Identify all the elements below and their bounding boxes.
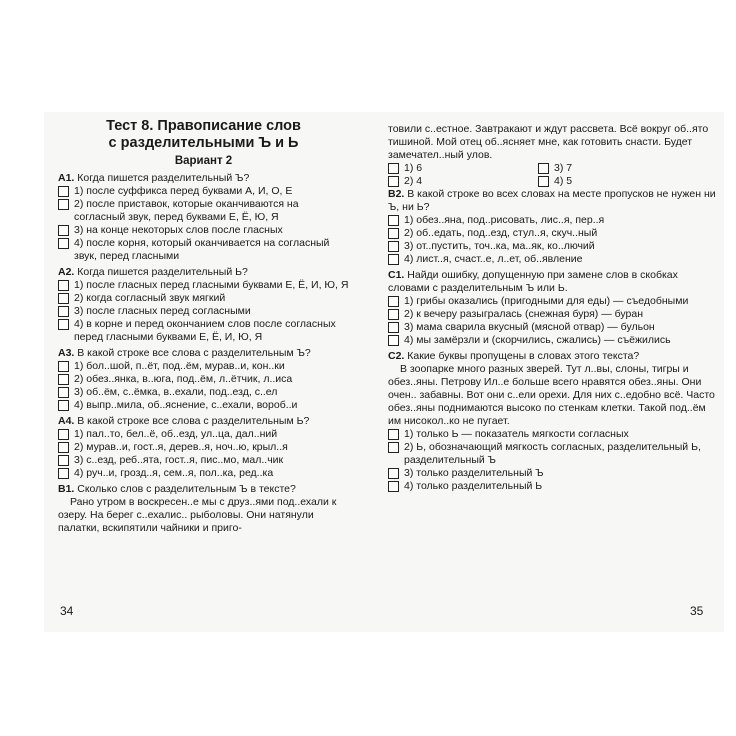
answer-checkbox[interactable] [538,176,549,187]
answer-option-c2-3[interactable]: 3) только разделительный Ъ [388,467,718,480]
b1-answer-grid [388,162,718,188]
question-text: Найди ошибку, допущенную при замене слов в скобках словами с разделительным Ъ или Ь. [388,269,678,294]
answer-checkbox[interactable] [58,387,69,398]
variant-label: Вариант 2 [174,155,233,167]
page-number-right: 35 [690,604,704,618]
answer-checkbox[interactable] [388,429,399,440]
question-id: В2. [388,188,405,200]
question-b1 [58,483,349,496]
answer-checkbox[interactable] [538,163,549,174]
question-id: С2. [388,350,405,362]
question-a3 [58,347,349,360]
answer-option-a2-3[interactable]: 3) после гласных перед согласными [58,305,349,318]
test-title-line-2: с разделительными Ъ и Ь [108,135,299,151]
answer-checkbox[interactable] [58,293,69,304]
question-text: Какие буквы пропущены в словах этого текста? [407,350,640,362]
question-id: В1. [58,483,75,495]
answer-checkbox[interactable] [388,228,399,239]
answer-option-a3-2[interactable]: 2) обез..янка, в..юга, под..ём, л..ётчик, л..иса [58,373,349,386]
answer-checkbox[interactable] [388,296,399,307]
answer-option-a4-2[interactable]: 2) мурав..и, гост..я, дерев..я, ноч..ю, крыл..я [58,441,349,454]
left-page [58,118,349,535]
answer-checkbox[interactable] [388,176,399,187]
answer-checkbox[interactable] [388,442,399,453]
question-c2 [388,350,718,363]
answer-option-c1-3[interactable]: 3) мама сварила вкусный (мясной отвар) — бульон [388,321,718,334]
answer-checkbox[interactable] [58,442,69,453]
answer-option-b1-1[interactable]: 1) 6 [388,162,538,175]
question-text: В какой строке все слова с разделительным Ь? [77,415,310,427]
answer-option-c2-4[interactable]: 4) только разделительный Ь [388,480,718,493]
answer-checkbox[interactable] [58,319,69,330]
answer-option-a1-4[interactable]: 4) после корня, который оканчивается на согласный звук, перед гласными [58,237,349,263]
question-a4 [58,415,349,428]
question-text: Когда пишется разделительный Ь? [77,266,248,278]
answer-checkbox[interactable] [388,163,399,174]
answer-checkbox[interactable] [58,186,69,197]
answer-checkbox[interactable] [388,468,399,479]
answer-option-a4-3[interactable]: 3) с..езд, реб..ята, гост..я, пис..мо, мал..чик [58,454,349,467]
test-title-line-1: Тест 8. Правописание слов [106,118,301,134]
answer-checkbox[interactable] [388,335,399,346]
answer-checkbox[interactable] [58,455,69,466]
b1-passage: Рано утром в воскресен..е мы с друз..ями под..ехали к озеру. На берег с..ехалис.. рыболовы. Они натянули палатки, вскипятили чайники и приго- [58,496,337,534]
test-title [58,118,349,152]
question-id: А1. [58,172,75,184]
answer-option-a4-4[interactable]: 4) руч..и, грозд..я, сем..я, пол..ка, ред..ка [58,467,349,480]
answer-option-b2-1[interactable]: 1) обез..яна, под..рисовать, лис..я, пер..я [388,214,718,227]
b1-passage-continued: товили с..естное. Завтракают и ждут рассвета. Всё вокруг об..ято тишиной. Мой отец об..ясняет мне, как готовить снасти. Будет замечател..ный улов. [388,123,709,161]
answer-option-b1-2[interactable]: 2) 4 [388,175,538,188]
answer-checkbox[interactable] [58,280,69,291]
question-id: С1. [388,269,405,281]
answer-option-a1-3[interactable]: 3) на конце некоторых слов после гласных [58,224,349,237]
answer-option-a3-1[interactable]: 1) бол..шой, п..ёт, под..ём, мурав..и, кон..ки [58,360,349,373]
answer-option-a3-4[interactable]: 4) выпр..мила, об..яснение, с..ехали, вороб..и [58,399,349,412]
answer-checkbox[interactable] [388,241,399,252]
page-number-left: 34 [60,604,74,618]
answer-option-c2-2[interactable]: 2) Ь, обозначающий мягкость согласных, разделительный Ь, разделительный Ъ [388,441,718,467]
answer-checkbox[interactable] [388,254,399,265]
answer-checkbox[interactable] [388,481,399,492]
answer-option-b2-4[interactable]: 4) лист..я, счаст..е, л..ет, об..явление [388,253,718,266]
answer-option-a2-4[interactable]: 4) в корне и перед окончанием слов после согласных перед гласными буквами Е, Ё, И, Ю, Я [58,318,349,344]
right-page [388,123,718,493]
answer-option-a1-2[interactable]: 2) после приставок, которые оканчиваются на согласный звук, перед буквами Е, Ё, Ю, Я [58,198,349,224]
answer-option-a4-1[interactable]: 1) пал..то, бел..ё, об..езд, ул..ца, дал..ний [58,428,349,441]
answer-checkbox[interactable] [58,374,69,385]
answer-checkbox[interactable] [58,400,69,411]
answer-checkbox[interactable] [388,215,399,226]
answer-checkbox[interactable] [388,322,399,333]
answer-option-b1-3[interactable]: 3) 7 [538,162,688,175]
answer-option-c2-1[interactable]: 1) только Ь — показатель мягкости согласных [388,428,718,441]
question-text: Когда пишется разделительный Ъ? [77,172,250,184]
answer-option-c1-4[interactable]: 4) мы замёрзли и (скорчились, сжались) — съёжились [388,334,718,347]
answer-checkbox[interactable] [58,225,69,236]
question-a1 [58,172,349,185]
c2-passage: В зоопарке много разных зверей. Тут л..вы, слоны, тигры и обез..яны. Петрову Ил..е больше всего нравятся обез..яны. Они очен.. забавны. Вот они с..ели орехи. Для них с..едобно всё. Часто обез..яны поднимаются высоко по стенкам клетки. Такой под..ём им нисокол..ко не пугает. [388,363,715,427]
answer-option-b2-2[interactable]: 2) об..едать, под..езд, стул..я, скуч..ный [388,227,718,240]
answer-option-a3-3[interactable]: 3) об..ём, с..ёмка, в..ехали, под..езд, с..ел [58,386,349,399]
answer-checkbox[interactable] [58,199,69,210]
question-text: В какой строке все слова с разделительным Ъ? [77,347,311,359]
question-a2 [58,266,349,279]
answer-checkbox[interactable] [58,468,69,479]
answer-checkbox[interactable] [58,306,69,317]
answer-option-a2-2[interactable]: 2) когда согласный звук мягкий [58,292,349,305]
answer-checkbox[interactable] [388,309,399,320]
question-b2 [388,188,718,214]
question-text: Сколько слов с разделительным Ъ в тексте? [77,483,296,495]
answer-option-b2-3[interactable]: 3) от..пустить, точ..ка, ма..як, ко..лючий [388,240,718,253]
answer-checkbox[interactable] [58,429,69,440]
question-c1 [388,269,718,295]
answer-checkbox[interactable] [58,361,69,372]
answer-checkbox[interactable] [58,238,69,249]
question-id: А2. [58,266,75,278]
question-id: А4. [58,415,75,427]
answer-option-c1-1[interactable]: 1) грибы оказались (пригодными для еды) — съедобными [388,295,718,308]
answer-option-b1-4[interactable]: 4) 5 [538,175,688,188]
answer-option-c1-2[interactable]: 2) к вечеру разыгралась (снежная буря) — буран [388,308,718,321]
answer-option-a1-1[interactable]: 1) после суффикса перед буквами А, И, О, Е [58,185,349,198]
question-text: В какой строке во всех словах на месте пропусков не нужен ни Ъ, ни Ь? [388,188,716,213]
question-id: А3. [58,347,75,359]
answer-option-a2-1[interactable]: 1) после гласных перед гласными буквами Е, Ё, И, Ю, Я [58,279,349,292]
